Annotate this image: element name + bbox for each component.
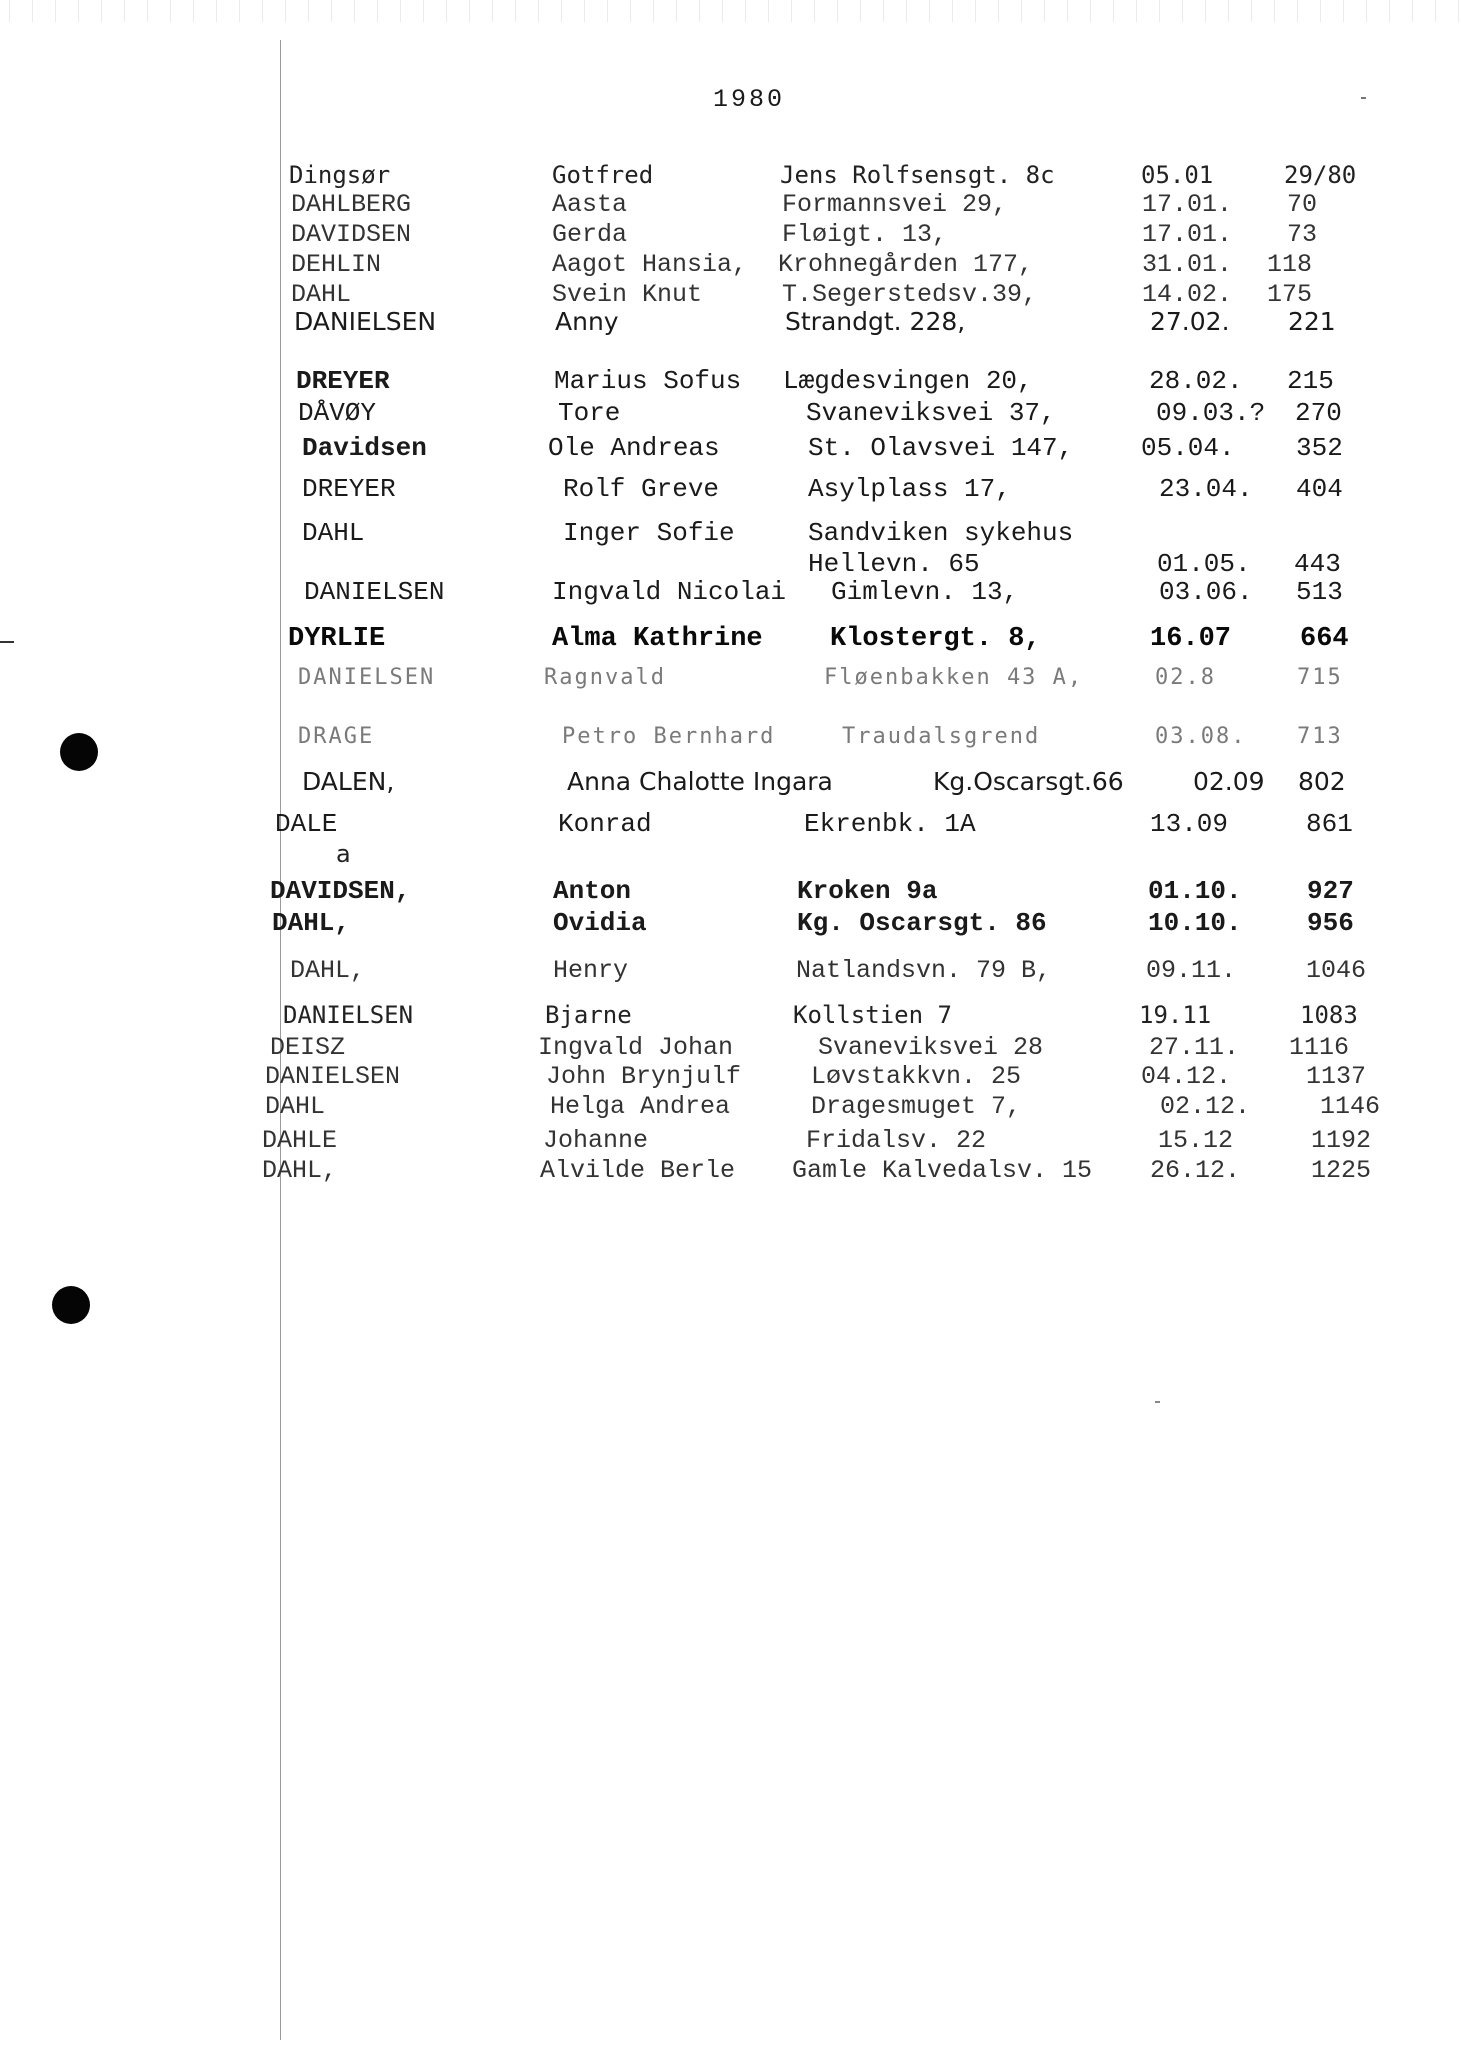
surname: DAHL bbox=[302, 518, 365, 548]
register-row bbox=[0, 765, 1461, 799]
given-name: Svein Knut bbox=[552, 280, 703, 309]
entry-number: 802 bbox=[1298, 767, 1346, 796]
entry-number: 221 bbox=[1288, 307, 1336, 336]
surname: DRAGE bbox=[298, 724, 375, 749]
surname: DANIELSEN bbox=[298, 665, 436, 690]
given-name: Marius Sofus bbox=[554, 366, 742, 396]
register-row bbox=[0, 1124, 1461, 1158]
address: Krohnegården 177, bbox=[778, 250, 1034, 279]
surname: DREYER bbox=[296, 366, 390, 396]
surname: DAHLE bbox=[262, 1126, 338, 1155]
given-name: Anny bbox=[555, 307, 619, 336]
entry-number: 664 bbox=[1300, 624, 1349, 654]
given-name: Ingvald Nicolai bbox=[552, 577, 787, 607]
address: St. Olavsvei 147, bbox=[808, 433, 1074, 463]
address: Traudalsgrend bbox=[842, 724, 1041, 749]
date: 02.8 bbox=[1155, 665, 1216, 690]
date: 01.10. bbox=[1148, 876, 1242, 906]
entry-number: 73 bbox=[1287, 220, 1318, 249]
address: Natlandsvn. 79 B, bbox=[796, 956, 1052, 985]
given-name: Helga Andrea bbox=[550, 1092, 731, 1121]
date: 17.01. bbox=[1142, 190, 1233, 219]
register-row bbox=[0, 906, 1461, 940]
given-name: Alma Kathrine bbox=[552, 624, 763, 654]
surname: DANIELSEN bbox=[265, 1062, 401, 1091]
date: 26.12. bbox=[1150, 1156, 1241, 1185]
register-row bbox=[0, 1060, 1461, 1094]
register-row bbox=[0, 158, 1461, 192]
given-name: Bjarne bbox=[545, 1001, 632, 1029]
address: Kg.Oscarsgt.66 bbox=[933, 767, 1124, 796]
surname: DAHL bbox=[265, 1092, 326, 1121]
date: 27.02. bbox=[1150, 307, 1230, 336]
surname: Dingsør bbox=[289, 161, 391, 189]
entry-number: 1146 bbox=[1320, 1092, 1381, 1121]
entry-number: 215 bbox=[1287, 366, 1334, 396]
margin-note: a bbox=[336, 840, 351, 868]
date: 14.02. bbox=[1142, 280, 1233, 309]
given-name: Petro Bernhard bbox=[562, 724, 776, 749]
date: 27.11. bbox=[1149, 1033, 1240, 1062]
entry-number: 29/80 bbox=[1284, 161, 1357, 189]
date: 02.12. bbox=[1160, 1092, 1251, 1121]
register-row bbox=[0, 516, 1461, 550]
surname: DAHL, bbox=[272, 908, 351, 938]
date: 01.05. bbox=[1157, 549, 1251, 579]
stray-mark bbox=[1155, 1401, 1160, 1403]
given-name: Ragnvald bbox=[544, 665, 666, 690]
given-name: Rolf Greve bbox=[563, 474, 720, 504]
address: Sandviken sykehus bbox=[808, 518, 1074, 548]
register-row bbox=[0, 472, 1461, 506]
given-name: Inger Sofie bbox=[563, 518, 735, 548]
entry-number: 1137 bbox=[1306, 1062, 1367, 1091]
surname: DANIELSEN bbox=[304, 577, 445, 607]
corner-mark bbox=[1361, 97, 1366, 99]
register-row bbox=[0, 305, 1461, 339]
surname: DYRLIE bbox=[288, 624, 386, 654]
entry-number: 1116 bbox=[1289, 1033, 1350, 1062]
address: Svaneviksvei 28 bbox=[818, 1033, 1044, 1062]
entry-number: 443 bbox=[1294, 549, 1341, 579]
address: T.Segerstedsv.39, bbox=[782, 280, 1038, 309]
surname: DÅVØY bbox=[298, 398, 377, 428]
surname: DAVIDSEN bbox=[291, 220, 412, 249]
address: Kroken 9a bbox=[797, 876, 938, 906]
address: Jens Rolfsensgt. 8c bbox=[780, 161, 1055, 189]
date: 04.12. bbox=[1141, 1062, 1232, 1091]
address: Gamle Kalvedalsv. 15 bbox=[792, 1156, 1093, 1185]
date: 16.07 bbox=[1150, 624, 1232, 654]
address: Hellevn. 65 bbox=[808, 549, 980, 579]
address: Løvstakkvn. 25 bbox=[811, 1062, 1022, 1091]
date: 28.02. bbox=[1149, 366, 1243, 396]
register-row bbox=[0, 998, 1461, 1032]
date: 19.11 bbox=[1139, 1001, 1212, 1029]
entry-number: 513 bbox=[1296, 577, 1343, 607]
date: 05.04. bbox=[1141, 433, 1235, 463]
date: 03.08. bbox=[1155, 724, 1247, 749]
register-row bbox=[0, 396, 1461, 430]
date: 02.09 bbox=[1193, 767, 1265, 796]
entry-number: 1192 bbox=[1311, 1126, 1372, 1155]
address: Gimlevn. 13, bbox=[831, 577, 1019, 607]
surname: DANIELSEN bbox=[294, 307, 437, 336]
date: 17.01. bbox=[1142, 220, 1233, 249]
register-row bbox=[0, 622, 1461, 656]
address: Svaneviksvei 37, bbox=[806, 398, 1056, 428]
register-row bbox=[0, 218, 1461, 252]
address: Formannsvei 29, bbox=[782, 190, 1008, 219]
entry-number: 1083 bbox=[1300, 1001, 1358, 1029]
register-row bbox=[0, 248, 1461, 282]
surname: DREYER bbox=[302, 474, 396, 504]
register-row bbox=[0, 431, 1461, 465]
surname: DAHL, bbox=[262, 1156, 338, 1185]
surname: DEISZ bbox=[270, 1033, 346, 1062]
top-edge-speckle bbox=[0, 0, 1461, 22]
register-row bbox=[0, 1090, 1461, 1124]
date: 15.12 bbox=[1158, 1126, 1234, 1155]
entry-number: 175 bbox=[1267, 280, 1313, 309]
entry-number: 861 bbox=[1306, 809, 1353, 839]
address: Strandgt. 228, bbox=[785, 307, 966, 336]
entry-number: 927 bbox=[1307, 876, 1354, 906]
surname: DAHL, bbox=[290, 956, 366, 985]
entry-number: 352 bbox=[1296, 433, 1343, 463]
entry-number: 1225 bbox=[1311, 1156, 1372, 1185]
address: Lægdesvingen 20, bbox=[783, 366, 1033, 396]
register-row bbox=[0, 1154, 1461, 1188]
entry-number: 118 bbox=[1267, 250, 1313, 279]
given-name: Anna Chalotte Ingara bbox=[567, 767, 833, 796]
address: Fløenbakken 43 A, bbox=[824, 665, 1084, 690]
entry-number: 715 bbox=[1297, 665, 1343, 690]
address: Fridalsv. 22 bbox=[806, 1126, 987, 1155]
address: Klostergt. 8, bbox=[830, 624, 1041, 654]
punch-hole bbox=[52, 1286, 90, 1324]
entry-number: 956 bbox=[1307, 908, 1354, 938]
surname: DALE bbox=[275, 809, 338, 839]
address: Kollstien 7 bbox=[793, 1001, 952, 1029]
entry-number: 70 bbox=[1287, 190, 1318, 219]
given-name: Ovidia bbox=[553, 908, 647, 938]
surname: DALEN, bbox=[302, 767, 395, 796]
given-name: Aasta bbox=[552, 190, 628, 219]
given-name: Johanne bbox=[543, 1126, 649, 1155]
register-row bbox=[0, 874, 1461, 908]
page-year: 1980 bbox=[713, 85, 786, 114]
entry-number: 404 bbox=[1296, 474, 1343, 504]
date: 13.09 bbox=[1150, 809, 1229, 839]
address: Kg. Oscarsgt. 86 bbox=[797, 908, 1047, 938]
address: Asylplass 17, bbox=[808, 474, 1011, 504]
address: Dragesmuget 7, bbox=[811, 1092, 1022, 1121]
date: 05.01 bbox=[1141, 161, 1214, 189]
given-name: John Brynjulf bbox=[546, 1062, 742, 1091]
register-row bbox=[0, 954, 1461, 988]
given-name: Tore bbox=[558, 398, 621, 428]
address: Fløigt. 13, bbox=[782, 220, 948, 249]
surname: DAHLBERG bbox=[291, 190, 412, 219]
register-row bbox=[0, 807, 1461, 841]
given-name: Anton bbox=[553, 876, 632, 906]
given-name: Aagot Hansia, bbox=[552, 250, 748, 279]
date: 09.03.? bbox=[1156, 398, 1266, 428]
given-name: Gerda bbox=[552, 220, 628, 249]
surname: DAVIDSEN, bbox=[270, 876, 411, 906]
register-row bbox=[0, 364, 1461, 398]
given-name: Alvilde Berle bbox=[540, 1156, 736, 1185]
entry-number: 270 bbox=[1295, 398, 1342, 428]
surname: DAHL bbox=[291, 280, 352, 309]
register-row bbox=[0, 720, 1461, 754]
date: 31.01. bbox=[1142, 250, 1233, 279]
surname: DEHLIN bbox=[291, 250, 382, 279]
surname: Davidsen bbox=[302, 433, 427, 463]
given-name: Ingvald Johan bbox=[538, 1033, 734, 1062]
date: 10.10. bbox=[1148, 908, 1242, 938]
date: 23.04. bbox=[1159, 474, 1253, 504]
given-name: Ole Andreas bbox=[548, 433, 720, 463]
date: 09.11. bbox=[1146, 956, 1237, 985]
date: 03.06. bbox=[1159, 577, 1253, 607]
surname: DANIELSEN bbox=[283, 1001, 414, 1029]
address: Ekrenbk. 1A bbox=[804, 809, 976, 839]
register-row bbox=[0, 575, 1461, 609]
register-row bbox=[0, 188, 1461, 222]
entry-number: 1046 bbox=[1306, 956, 1367, 985]
given-name: Konrad bbox=[558, 809, 652, 839]
given-name: Henry bbox=[553, 956, 629, 985]
register-row bbox=[0, 661, 1461, 695]
entry-number: 713 bbox=[1297, 724, 1343, 749]
given-name: Gotfred bbox=[552, 161, 654, 189]
